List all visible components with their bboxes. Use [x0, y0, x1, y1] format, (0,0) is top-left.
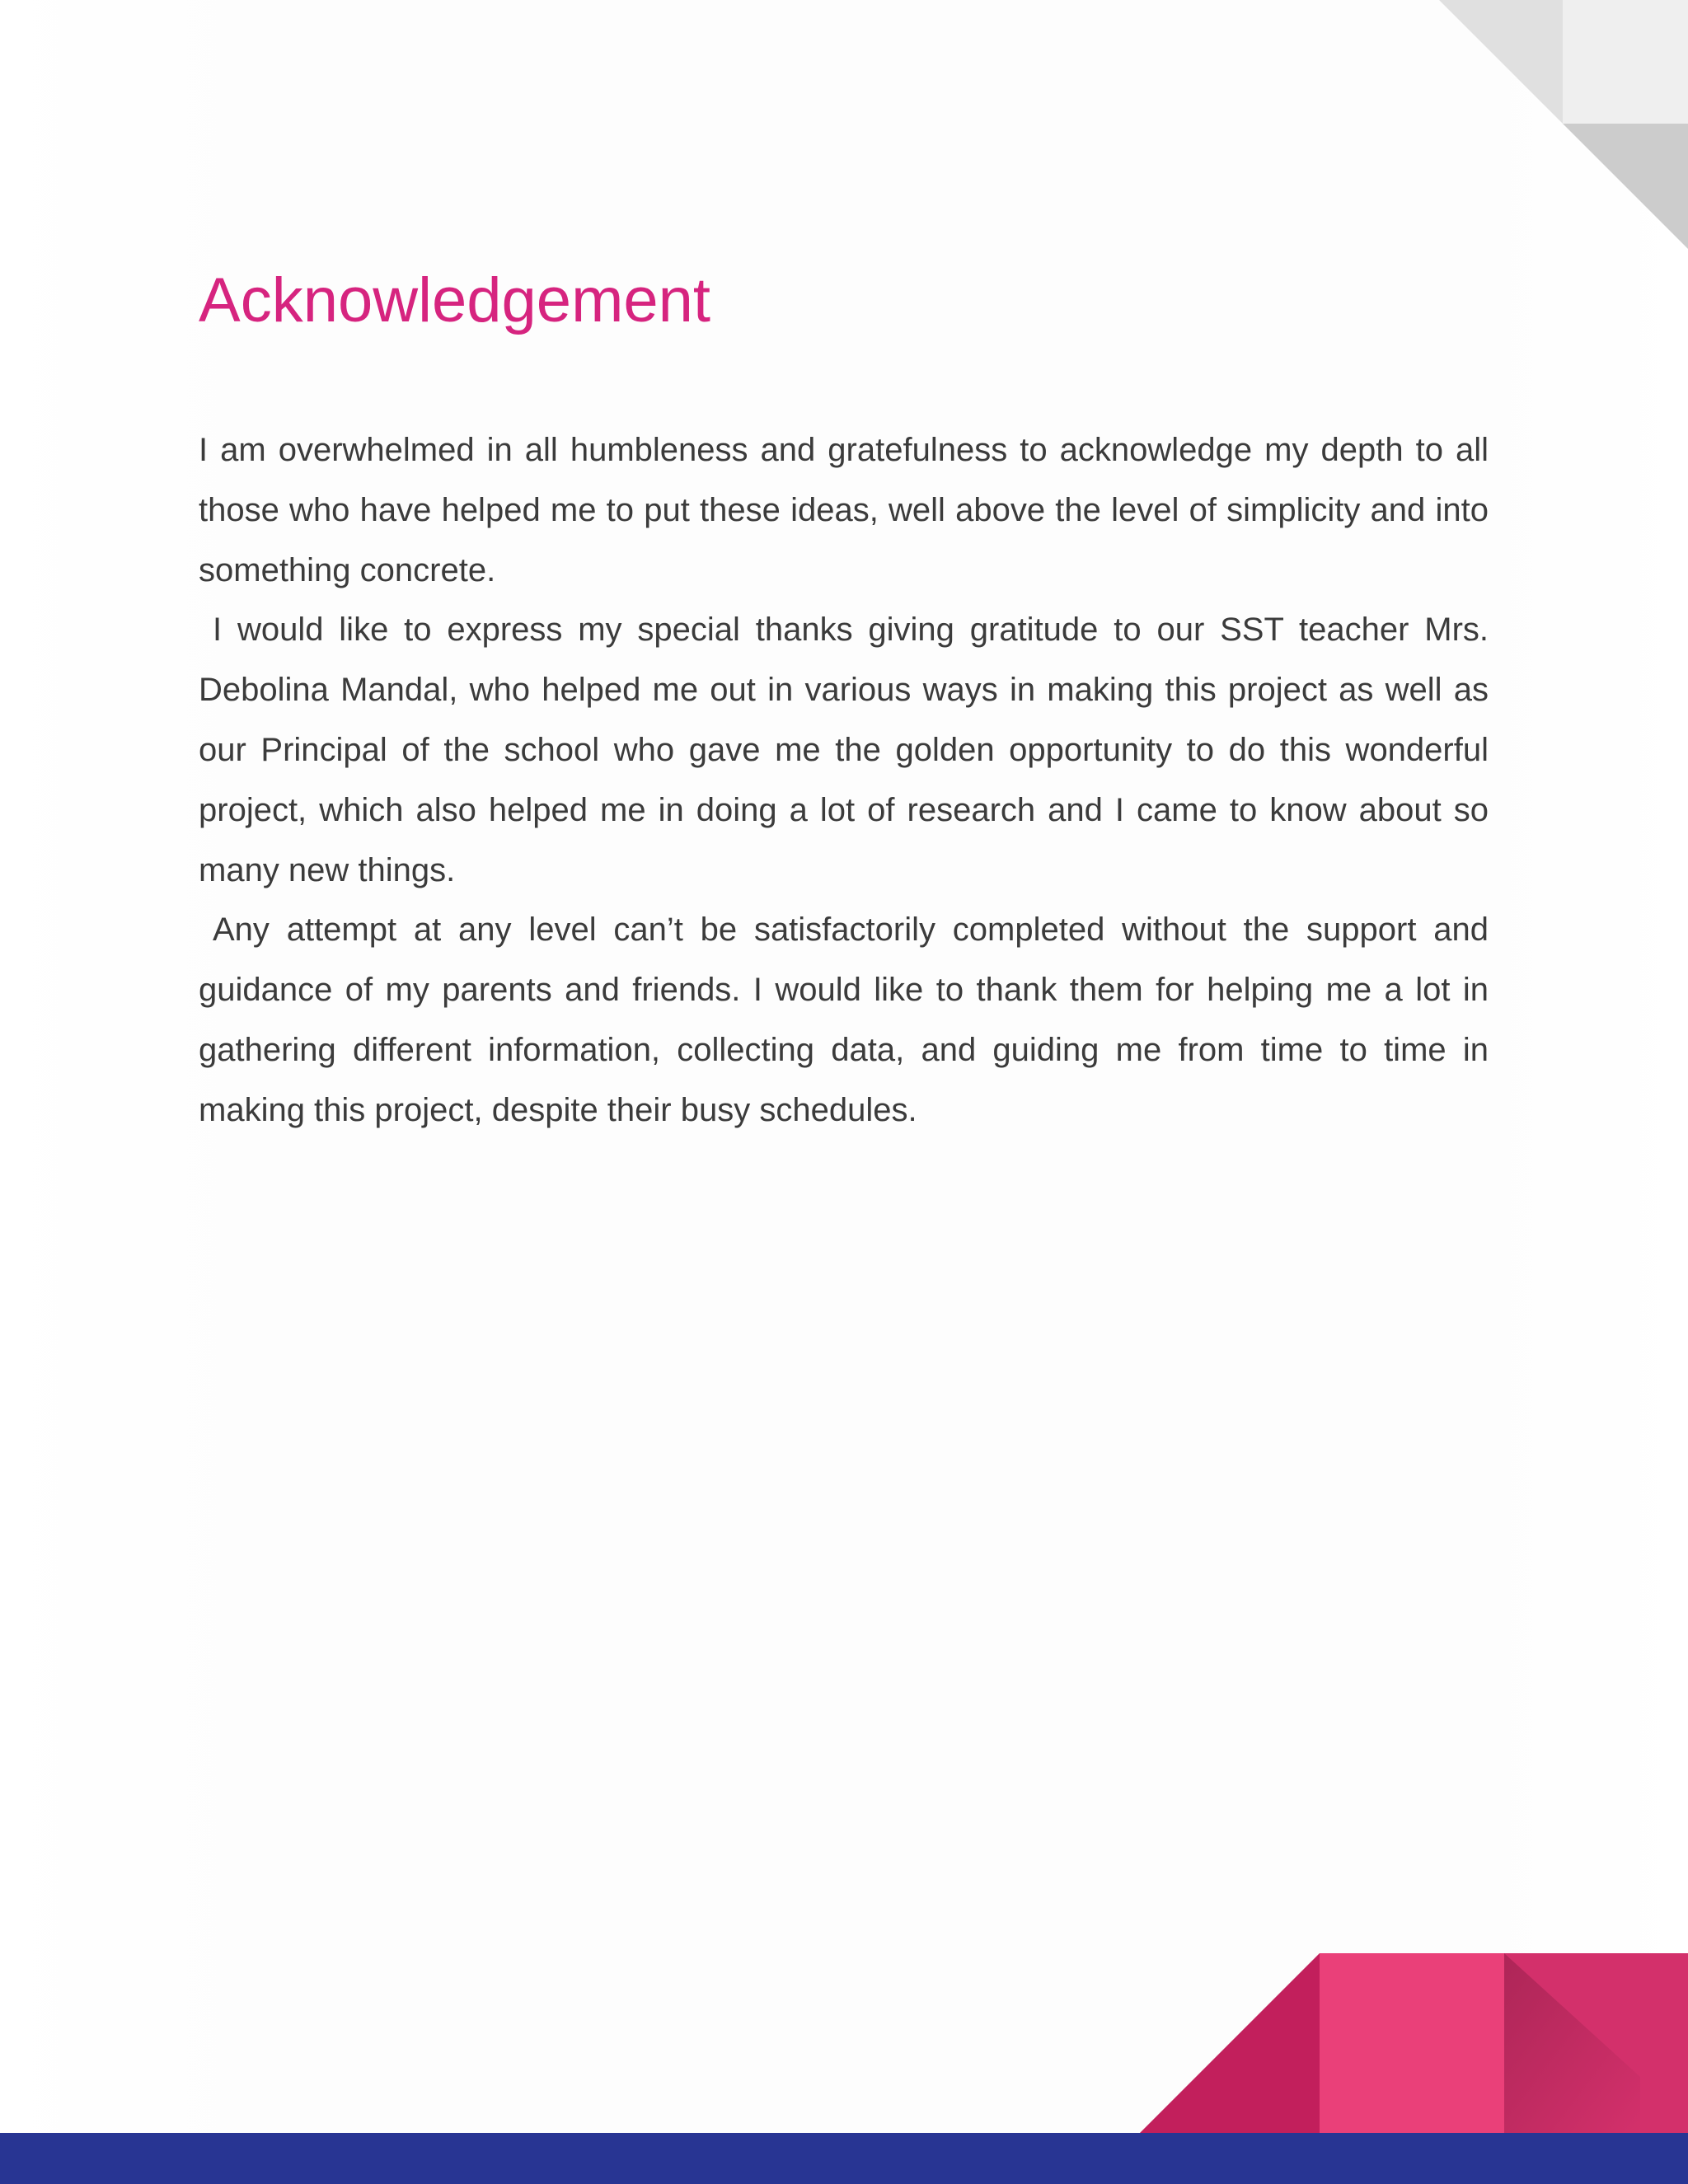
paragraph-2: I would like to express my special thanks giving gratitude to our SST teacher Mrs. Debolina Mandal, who helped me out in various ways in making this project as well as our Principal of the school who gave me the golden opportunity to do this wonderful project, which also helped me in doing a lot of research and I came to know about so many new things. — [199, 612, 1489, 888]
bottom-pink-block — [1320, 1953, 1504, 2133]
paragraph-1: I am overwhelmed in all humbleness and gratefulness to acknowledge my depth to all those who have helped me to put these ideas, well above the level of simplicity and into something concrete. — [199, 432, 1489, 588]
page-title: Acknowledgement — [199, 265, 711, 335]
document-body — [199, 420, 1489, 1141]
corner-pale-square — [1563, 0, 1688, 124]
footer-bar — [0, 2133, 1688, 2184]
top-right-corner-decoration — [1439, 0, 1688, 249]
corner-light-triangle — [1439, 0, 1563, 124]
bottom-crimson-triangle — [1140, 1953, 1320, 2133]
document-content — [199, 247, 1489, 1141]
corner-dark-triangle — [1563, 124, 1688, 249]
paragraph-3: Any attempt at any level can’t be satisfactorily completed without the support and guidance of my parents and friends. I would like to thank them for helping me a lot in gathering different information, collecting data, and guiding me from time to time in making this project, despite their busy schedules. — [199, 912, 1489, 1128]
bottom-decoration — [0, 1953, 1688, 2184]
